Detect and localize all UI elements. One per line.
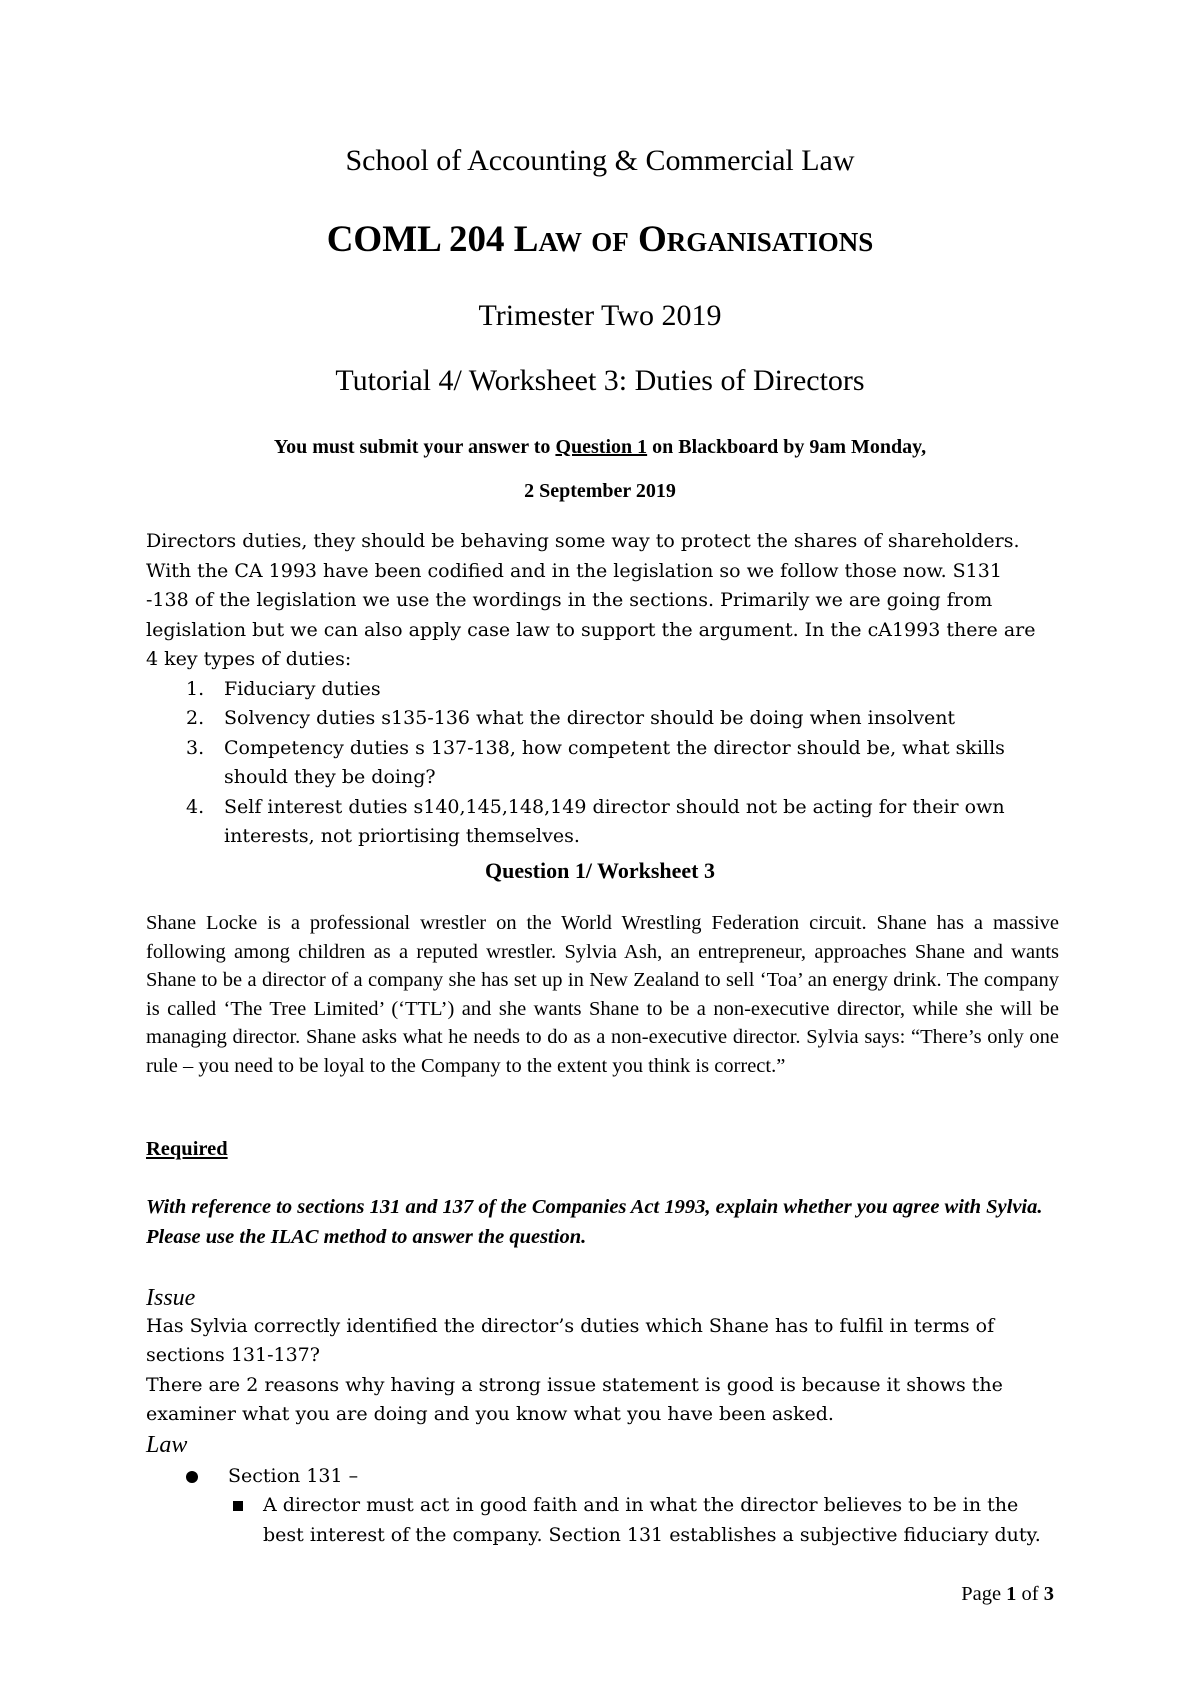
document-page: School of Accounting & Commercial Law COML 204 LAW OF ORGANISATIONS Trimester Two 2019 Tutorial 4/ Worksheet 3: Duties of Directors You must submit your answer to Question 1 on Blackboard by 9am Monday, 2 September 2019 Directors duties, they should be behaving some way to protect the shares of shareholders. With the CA 1993 have been codified and in the legislation so we follow those now. S131 -138 of the legislation we use the wordings in the sections. Primarily we are going from legislation but we can also apply case law to support the argument. In the cA1993 there are 4 key types of duties: 1. Fiduciary duties 2. Solvency duties s135-136 what the director should be doing when insolvent 3. Competency duties s 137-138, how competent the director should be, what skills should they be doing? 4. Self interest duties s140,145,148,149 director should not be acting for their own interests, not priortising themselves. Question 1/ Worksheet 3 Shane Locke is a professional wrestler on the World Wrestling Federation circuit. Shane has a massive following among children as a reputed wrestler. Sylvia Ash, an entrepreneur, approaches Shane and wants Shane to be a director of a company she has set up in New Zealand to sell ‘Toa’ an energy drink. The company is called ‘The Tree Limited’ (‘TTL’) and she wants Shane to be a non-executive director, while she will be managing director. Shane asks what he needs to do as a non-executive director. Sylvia says: “There’s only one rule – you need to be loyal to the Company to the extent you think is correct.” Required With reference to sections 131 and 137 of the Companies Act 1993, explain whether you agree with Sylvia. Please use the ILAC method to answer the question. Issue Has Sylvia correctly identified the director’s duties which Shane has to fulfil in terms of sections 131-137? There are 2 reasons why having a strong issue statement is good is because it shows the examiner what you are doing and you know what you have been asked. Law Section 131 – A director must act in good faith and in what the director believes to be in the best interest of the company. Section 131 establishes a subjective fiduciary duty. Page 1 of 3 [0,0,1200,1698]
list-item: 3. Competency duties s 137-138, how competent the director should be, what skills should they be doing? [186,736,1005,788]
question-heading: Question 1/ Worksheet 3 [484,858,715,883]
tutorial-title: Tutorial 4/ Worksheet 3: Duties of Directors [335,364,865,397]
submission-instruction: You must submit your answer to Question 1 on Blackboard by 9am Monday, [273,436,927,458]
course-code: COML 204 [326,219,505,260]
page-number: Page 1 of 3 [961,1583,1054,1605]
bullet-dot-icon [186,1471,198,1483]
list-item: 4. Self interest duties s140,145,148,149 director should not be acting for their own interests, not priortising themselves. [186,795,1005,847]
course-title: COML 204 LAW OF ORGANISATIONS [326,219,874,260]
scenario-paragraph: Shane Locke is a professional wrestler on the World Wrestling Federation circuit. Shane has a massive following among children as a reputed wrestler. Sylvia Ash, an entrepreneur, approaches Shane and wants Shane to be a director of a company she has set up in New Zealand to sell ‘Toa’ an energy drink. The company is called ‘The Tree Limited’ (‘TTL’) and she wants Shane to be a non-executive director, while she will be managing director. Shane asks what he needs to do as a non-executive director. Sylvia says: “There’s only one rule – you need to be loyal to the Company to the extent you think is correct.” [146,912,1059,1077]
required-text: With reference to sections 131 and 137 of the Companies Act 1993, explain whether you agree with Sylvia. Please use the ILAC method to answer the question. [146,1196,1043,1248]
issue-heading: Issue [146,1285,196,1311]
duties-list [146,675,1046,852]
issue-body [146,1312,1059,1430]
question-1-reference: Question 1 [555,436,648,458]
required-label: Required [146,1138,228,1160]
issue-line-1: Has Sylvia correctly identified the director’s duties which Shane has to fulfil in terms of sections 131-137? [146,1315,995,1367]
intro-paragraph: Directors duties, they should be behaving some way to protect the shares of shareholders. With the CA 1993 have been codified and in the legislation so we follow those now. S131 -138 of the legislation we use the wordings in the sections. Primarily we are going from legislation but we can also apply case law to support the argument. In the cA1993 there are 4 key types of duties: [146,530,1036,670]
law-heading: Law [146,1432,188,1458]
intro-section [146,527,1046,852]
school-name: School of Accounting & Commercial Law [345,144,855,177]
bullet-square-icon [233,1501,243,1511]
list-item: 1. Fiduciary duties [186,677,381,700]
trimester: Trimester Two 2019 [478,299,722,332]
list-item: 2. Solvency duties s135-136 what the director should be doing when insolvent [186,707,956,729]
submission-date: 2 September 2019 [524,480,676,502]
issue-line-2: There are 2 reasons why having a strong issue statement is good is because it shows the examiner what you are doing and you know what you have been asked. [146,1373,1003,1426]
